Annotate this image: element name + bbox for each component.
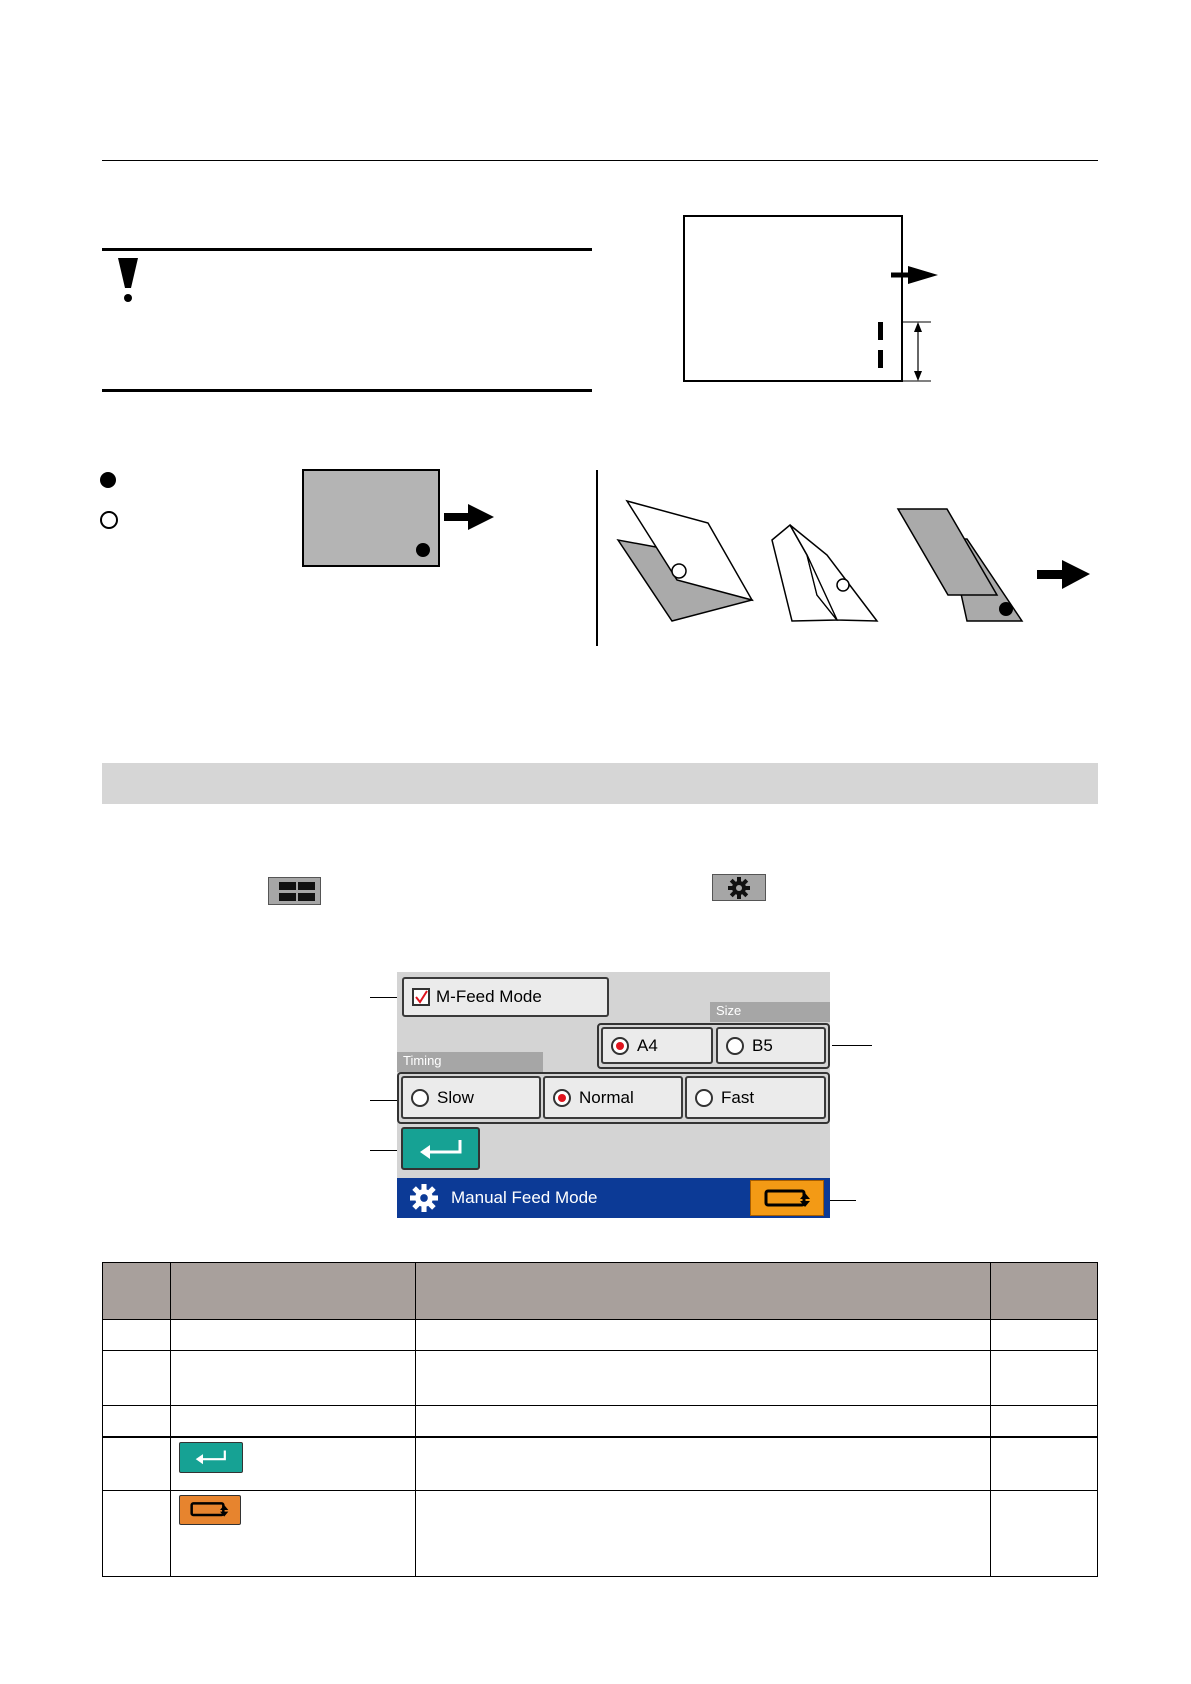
size-option-a4[interactable] xyxy=(601,1027,713,1064)
radio-selected-icon xyxy=(611,1037,629,1055)
timing-option-fast[interactable] xyxy=(685,1076,826,1119)
table-row xyxy=(103,1491,1098,1577)
table-header-cell xyxy=(991,1263,1098,1320)
timing-group-label: Timing xyxy=(397,1052,543,1072)
table-row xyxy=(103,1437,1098,1491)
arrow-right-icon xyxy=(444,504,494,530)
section-heading-bar xyxy=(102,763,1098,804)
size-option-label: A4 xyxy=(637,1035,658,1055)
callout-line xyxy=(370,1150,400,1151)
size-group-label: Size xyxy=(710,1002,830,1022)
caution-bottom-rule xyxy=(102,389,592,392)
radio-icon xyxy=(726,1037,744,1055)
timing-option-label: Slow xyxy=(437,1087,474,1107)
feed-position-diagram xyxy=(676,212,946,387)
table-header-row xyxy=(103,1263,1098,1320)
filled-dot-icon xyxy=(416,543,430,557)
enter-button[interactable] xyxy=(401,1127,480,1170)
status-bar xyxy=(397,1178,830,1218)
hollow-dot-icon xyxy=(100,511,118,529)
grid-icon xyxy=(268,877,321,905)
settings-table xyxy=(102,1262,1098,1577)
enter-icon xyxy=(418,1138,464,1160)
radio-icon xyxy=(411,1089,429,1107)
mfeed-mode-checkbox[interactable] xyxy=(402,977,609,1017)
caution-top-rule xyxy=(102,248,592,251)
table-row xyxy=(103,1320,1098,1351)
callout-line xyxy=(832,1045,872,1046)
divider-line xyxy=(596,470,598,646)
size-option-b5[interactable] xyxy=(716,1027,826,1064)
size-option-label: B5 xyxy=(752,1035,773,1055)
exclamation-icon xyxy=(116,258,140,304)
table-header-cell xyxy=(103,1263,171,1320)
radio-selected-icon xyxy=(553,1089,571,1107)
callout-line xyxy=(370,1100,400,1101)
filled-dot-icon xyxy=(100,472,116,488)
callout-line xyxy=(826,1200,856,1201)
timing-option-normal[interactable] xyxy=(543,1076,683,1119)
enter-icon xyxy=(179,1442,243,1473)
gear-icon xyxy=(712,874,766,901)
radio-icon xyxy=(695,1089,713,1107)
timing-option-slow[interactable] xyxy=(401,1076,541,1119)
table-header-cell xyxy=(416,1263,991,1320)
status-title: Manual Feed Mode xyxy=(451,1188,598,1207)
swap-icon xyxy=(179,1495,241,1525)
swap-icon xyxy=(764,1187,812,1211)
checkbox-box xyxy=(412,988,430,1006)
timing-option-label: Fast xyxy=(721,1087,755,1107)
header-rule xyxy=(102,160,1098,161)
folded-paper-illustrations xyxy=(612,495,1092,625)
manual-feed-screen xyxy=(397,972,830,1218)
table-row xyxy=(103,1406,1098,1437)
swap-button[interactable] xyxy=(750,1180,824,1216)
callout-line xyxy=(370,997,400,998)
table-header-cell xyxy=(171,1263,416,1320)
table-row xyxy=(103,1351,1098,1406)
gear-icon xyxy=(410,1184,438,1212)
mfeed-mode-label: M-Feed Mode xyxy=(436,987,542,1006)
timing-option-label: Normal xyxy=(579,1087,634,1107)
